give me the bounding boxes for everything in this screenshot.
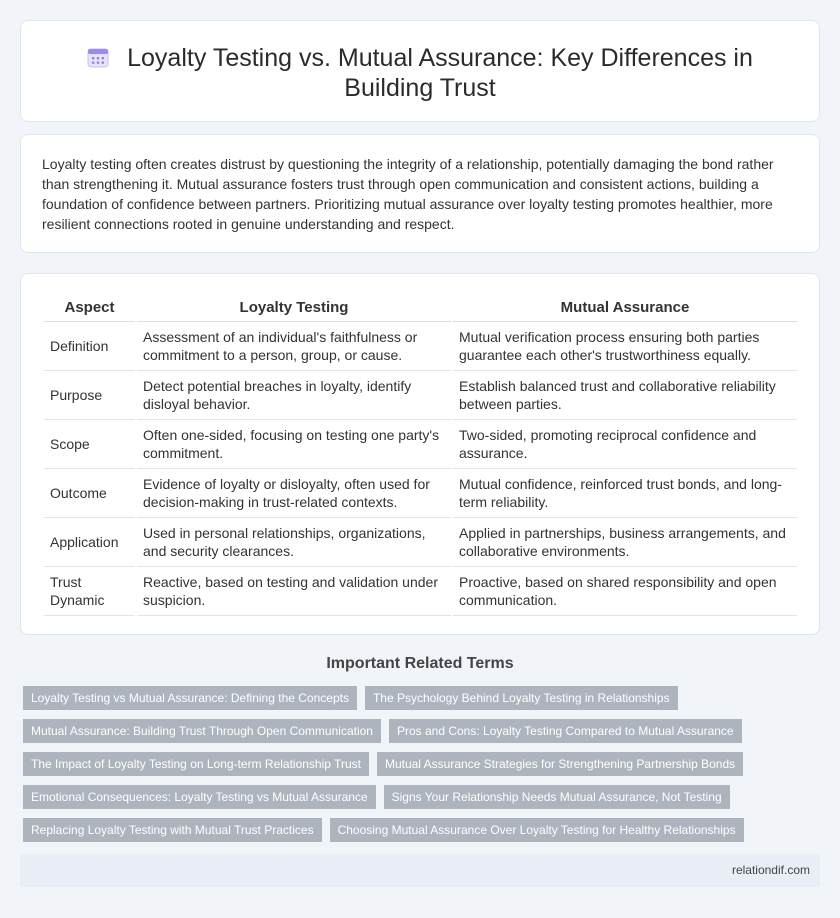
row-mutual-assurance: Applied in partnerships, business arrangements, and collaborative environments.	[453, 518, 797, 567]
row-loyalty-testing: Reactive, based on testing and validation under suspicion.	[137, 567, 451, 616]
table-row	[44, 371, 797, 420]
page-title-text: Loyalty Testing vs. Mutual Assurance: Key Differences in Building Trust	[127, 44, 753, 102]
related-term-link[interactable]: The Impact of Loyalty Testing on Long-term Relationship Trust	[23, 752, 369, 776]
row-aspect: Definition	[44, 322, 135, 371]
intro-paragraph: Loyalty testing often creates distrust by questioning the integrity of a relationship, potentially damaging the bond rather than strengthening it. Mutual assurance fosters trust through open communication and consistent actions, building a foundation of confidence between partners. Prioritizing mutual assurance over loyalty testing promotes healthier, more resilient connections rooted in genuine understanding and respect.	[42, 156, 774, 232]
header-loyalty-testing: Loyalty Testing	[137, 294, 451, 322]
row-aspect: Trust Dynamic	[44, 567, 135, 616]
row-aspect: Scope	[44, 420, 135, 469]
row-mutual-assurance: Two-sided, promoting reciprocal confidence and assurance.	[453, 420, 797, 469]
row-mutual-assurance: Mutual verification process ensuring both parties guarantee each other's trustworthiness equally.	[453, 322, 797, 371]
related-term-link[interactable]: Emotional Consequences: Loyalty Testing vs Mutual Assurance	[23, 785, 376, 809]
row-mutual-assurance: Establish balanced trust and collaborative reliability between parties.	[453, 371, 797, 420]
related-term-link[interactable]: Signs Your Relationship Needs Mutual Assurance, Not Testing	[384, 785, 730, 809]
table-header-row	[44, 294, 797, 322]
row-loyalty-testing: Often one-sided, focusing on testing one party's commitment.	[137, 420, 451, 469]
footer	[20, 854, 820, 887]
table-row	[44, 567, 797, 616]
related-terms-title: Important Related Terms	[326, 655, 514, 672]
related-term-link[interactable]: Mutual Assurance: Building Trust Through Open Communication	[23, 719, 381, 743]
row-aspect: Outcome	[44, 469, 135, 518]
table-row	[44, 420, 797, 469]
footer-site-name: relationdif.com	[731, 863, 810, 877]
row-aspect: Purpose	[44, 371, 135, 420]
header-card	[20, 20, 820, 122]
row-loyalty-testing: Used in personal relationships, organizations, and security clearances.	[137, 518, 451, 567]
row-loyalty-testing: Detect potential breaches in loyalty, identify disloyal behavior.	[137, 371, 451, 420]
header-aspect: Aspect	[44, 294, 135, 322]
intro-card	[20, 134, 820, 253]
comparison-table	[42, 294, 799, 616]
related-term-link[interactable]: The Psychology Behind Loyalty Testing in Relationships	[365, 686, 678, 710]
comparison-table-card	[20, 273, 820, 635]
page-title	[45, 43, 795, 103]
row-mutual-assurance: Mutual confidence, reinforced trust bonds, and long-term reliability.	[453, 469, 797, 518]
related-term-link[interactable]: Loyalty Testing vs Mutual Assurance: Defining the Concepts	[23, 686, 357, 710]
title-wrap	[21, 43, 819, 103]
header-mutual-assurance: Mutual Assurance	[453, 294, 797, 322]
table-row	[44, 322, 797, 371]
related-term-link[interactable]: Mutual Assurance Strategies for Strengthening Partnership Bonds	[377, 752, 743, 776]
row-loyalty-testing: Evidence of loyalty or disloyalty, often used for decision-making in trust-related contexts.	[137, 469, 451, 518]
row-mutual-assurance: Proactive, based on shared responsibility and open communication.	[453, 567, 797, 616]
related-term-link[interactable]: Pros and Cons: Loyalty Testing Compared to Mutual Assurance	[389, 719, 742, 743]
row-aspect: Application	[44, 518, 135, 567]
related-term-link[interactable]: Choosing Mutual Assurance Over Loyalty Testing for Healthy Relationships	[330, 818, 744, 842]
table-row	[44, 518, 797, 567]
related-term-link[interactable]: Replacing Loyalty Testing with Mutual Trust Practices	[23, 818, 322, 842]
table-row	[44, 469, 797, 518]
row-loyalty-testing: Assessment of an individual's faithfulness or commitment to a person, group, or cause.	[137, 322, 451, 371]
related-terms-list	[23, 686, 803, 842]
calendar-icon	[87, 46, 109, 68]
